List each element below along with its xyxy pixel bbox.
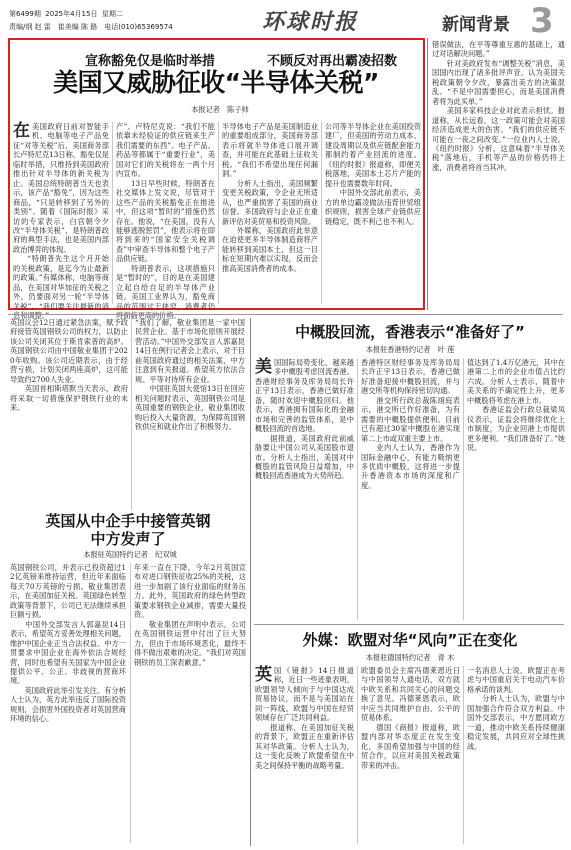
newspaper-logo: 环球时报 — [262, 10, 359, 35]
column-divider — [131, 318, 132, 510]
column-divider — [321, 122, 322, 304]
issue-weekday: 星期二 — [101, 10, 123, 18]
section-divider — [8, 314, 563, 315]
hk-drop-cap: 美 — [255, 357, 272, 377]
feature-col1-text: 美国政府日前对智能手机、电脑等电子产品免征“对等关税”后，美国商务部长卢特尼克13日称，豁免仅是临时举措，只维持到美国政府推出针对半导体的新关税为止。美国总统特朗普当天也表示，该产品“豁免”，因为这些商品，“只是转移到了另外的类别”。随着《国际时报》采访的专家表示，白宫朝令夕改“半导体关税”，是特朗普政府的典型手法，也是美国内部政治博弈的体现。 — [13, 122, 109, 254]
column-divider — [218, 122, 219, 304]
right-column-text: 错误做法，在平等尊重互惠的基础上，通过对话解决问题。” 针对美政府发布“调整关税”消息，美国国内出现了诸多批评声音，认为美国关税政策朝令夕改，暴露出美方的决策混乱。“不是中国需要担心，而是美国消费者将为此买单。” 美国多家科技企业对此表示担忧。报道称，从长远看，这一政策可能会对美国经济造成更大的伤害。“我们的供应链不可能在一夜之间改变。”一位业内人士说。《纽约时报》分析，这意味着“半导体关税”落地后，手机等产品的价格仍将上涨，消费者将首当其冲。 — [432, 40, 565, 172]
uk-steel-column-1: 英国钢铁公司，并表示已投资超过12亿英镑来维持运营，但近年来面临每天70万英镑的亏损。敬业集团表示，在美国加征关税、英国绿色转型政策等背景下，公司已无法继续承担巨额亏损。 中国外交部发言人郭嘉昆14日表示，希望英方妥善处理相关问题，维护中国企业正当合法权益。中方一贯要求中国企业在海外依法合规经营，同时也希望有关国家为中国企业提供公平、公正、非歧视的营商环境。 英国政府此举引发关注。有分析人士认为，英方此举违反了国际投资规则，会损害外国投资者对英国营商环境的信心。 — [10, 563, 126, 724]
feature-col1b-text: “特朗普先生这个月开始的关税政策，是迄今为止最新的政策。”有媒体称，电脑等商品，在美国对华加征的关税之外，仍要面对另一轮“半导体关税”。“我们要关注最新的消息和调整。” — [13, 254, 109, 321]
hk-byline: 本报驻香港特约记者 叶 莲 — [365, 345, 455, 354]
section-divider — [254, 624, 564, 625]
eu-drop-cap: 英 — [255, 665, 272, 685]
column-divider — [357, 666, 358, 844]
uk-steel-intro — [10, 318, 128, 510]
section-name: 新闻背景 — [442, 15, 510, 35]
feature-column-4: 公司等半导体企业在美国投资建厂，但美国的劳动力成本、建设周期以及供应链配套能力都制约着产业回流的进度。《纽约时报》报道称，即便关税落地，美国本土芯片产能的提升也需要数年时间。 中国外交部此前表示，美方的单边霸凌做法违背世贸组织规则，损害全球产业链供应链稳定，既不利己也不利人。 — [325, 122, 421, 226]
column-divider — [357, 358, 358, 620]
hk-column-1 — [255, 358, 354, 620]
issue-number: 第6499期 — [9, 10, 41, 18]
column-divider — [130, 563, 131, 843]
feature-kicker-right: 不顾反对再出霸凌招数 — [266, 54, 397, 69]
page-number: 3 — [530, 1, 554, 41]
uk-steel-column-2: 年来一直在下降，今年2月英国宣布对进口钢铁征收25%的关税，这进一步加剧了该行业面临的财务压力。此外，英国政府的绿色转型政策要求钢铁企业减排，需要大量投资。 敬业集团在声明中表示，公司在英国钢铁运营中付出了巨大努力，但由于市场环境恶化，最终不得不做出艰难的决定。“我们对英国钢铁的员工深表歉意。” — [134, 563, 246, 667]
uk-steel-intro-text: 英国议会12日通过紧急法案，赋予政府接管英国钢铁公司的权力，以防止该公司关闭其位于斯肯索普的高炉。英国钢铁公司由中国敬业集团于2020年收购。该公司近期表示，由于经营亏损，计划关闭两座高炉，这可能导致约2700人失业。 英国首相斯塔默当天表示，政府将采取一切措施保护钢铁行业的未来。 — [10, 318, 128, 413]
masthead — [0, 0, 571, 41]
feature-headline: 美国又威胁征收“半导体关税” — [53, 68, 379, 97]
feature-column-1 — [13, 121, 109, 321]
eu-headline: 外媒：欧盟对华“风向”正在变化 — [302, 631, 518, 649]
editors-line: 责编/纲 赵 雷 崔美编 陈 路 电话(010)65369574 — [9, 23, 173, 31]
uk-steel-byline: 本报驻英国特约记者 纪双城 — [83, 550, 177, 559]
section-vertical-divider — [250, 318, 251, 846]
feature-column-2: 产”。卢特尼克说：“我们不能依靠未经验证的供应链来生产我们需要的东西”。电子产品、药品等都属于“重要行业”，美国对它们的关税将在一两个月内宣布。 13日早些时候，特朗普在社交媒体上发文说，尽管对于这些产品的关税豁免正在推进中，但这项“暂时的”措施仍然存在。他说，“在美国，没有人能够逃脱惩罚”，他表示将在即将到来的“国家安全关税调查”中审查半导体和整个电子产品供应链。 特朗普表示，这项措施只是“暂时的”，目的是在美国建立起自给自足的半导体产业链。美国工业界认为，豁免商品的范围过于狭窄，消费者仍将面临更高的价格。 — [116, 122, 215, 321]
hk-column-2: 香港特区财经事务及库务局局长许正宇13日表示，香港已做好准备迎接中概股回流，并与港交所等机构保持密切沟通。 港交所行政总裁陈翊庭表示，港交所已作好准备，为有需要的中概股提供便利。目前已有超过30家中概股在港实现第二上市或双重主要上市。 业内人士认为，香港作为国际金融中心，有能力吸纳更多优质中概股，这将进一步提升香港资本市场的深度和广度。 — [361, 358, 460, 490]
column-divider — [112, 122, 113, 304]
eu-column-2: 欧盟委员会主席冯德莱恩近日与中国领导人通电话，双方就中欧关系和共同关心的问题交换了意见。冯德莱恩表示，欧中应当共同维护自由、公平的贸易体系。 德国《商报》报道称，欧盟内部对华态度正在发生变化，多国希望加强与中国的经贸合作，以应对美国关税政策带来的冲击。 — [361, 666, 460, 770]
hk-col1-text: 国国际局势变化，越来越多中概股考虑回流香港。香港财经事务及库务局局长许正宇13日表示，香港已做好准备，随时欢迎中概股回归。他表示，香港拥有国际化的金融市场和完善的监管体系，是中概股回流的首选地。 据报道，美国政府此前威胁要让中国公司从美国股市退市。分析人士指出，美国对中概股的监管风险日益增加，中概股回流香港成为大势所趋。 — [255, 358, 354, 481]
column-divider — [463, 358, 464, 620]
hk-headline: 中概股回流，香港表示“准备好了” — [295, 323, 525, 341]
eu-column-3: 一名消息人士说，欧盟正在考虑与中国重启关于电动汽车价格承诺的谈判。 分析人士认为，欧盟与中国加强合作符合双方利益。中国外交部表示，中方愿同欧方一道，推动中欧关系持续健康稳定发展，共同应对全球性挑战。 — [467, 666, 565, 751]
uk-steel-mid: “我们了解，敬业集团是一家中国民营企业。基于市场化原则开展经营活动。”中国外交部发言人郭嘉昆14日在例行记者会上表示，对于目前英国政府通过的相关法案，中方注意到有关报道。希望英方依法合规、平等对待所有企业。 中国驻英国大使馆13日在回应相关问题时表示，英国钢铁公司是英国重要的钢铁企业，敬业集团收购后投入大量资源，为保障英国钢铁供应和就业作出了积极努力。 — [135, 318, 245, 431]
feature-column-3: 半导体电子产品是美国制造业的重要组成部分，美国商务部表示将就半导体进口展开调查，并可能在此基础上征收关税。“我们不希望出现任何漏洞。” 分析人士指出，美国频繁变更关税政策，令企业无所适从，也严重损害了美国的商业信誉。多国政府与企业正在重新评估对美贸易和投资风险。 外媒称，美国政府此举意在迫使更多半导体制造商将产能转移到美国本土，但这一目标在短期内难以实现，反而会推高美国消费者的成本。 — [222, 122, 318, 273]
uk-steel-headline: 英国从中企手中接管英钢 中方发声了 — [45, 512, 211, 548]
eu-col1-text: 国《镜报》14日报道称，近日一些迹象表明，欧盟领导人倾向于与中国达成贸易协议，而不是与美国站在同一阵线。欧盟与中国在经贸领域存在广泛共同利益。 报道称，在美国加征关税的背景下，欧盟正在重新评估其对华政策。分析人士认为，这一变化反映了欧盟希望在中美之间保持平衡的战略考量。 — [255, 666, 354, 770]
right-column-divider — [427, 38, 428, 310]
eu-column-1 — [255, 666, 354, 844]
issue-info — [9, 9, 123, 19]
feature-drop-cap: 在 — [13, 121, 30, 141]
feature-kicker-left: 宣称豁免仅是临时举措 — [84, 54, 215, 69]
column-divider — [463, 666, 464, 844]
eu-byline: 本报驻德国特约记者 青 木 — [365, 653, 455, 662]
issue-date: 2025年4月15日 — [45, 10, 98, 18]
hk-column-3: 值达到了1.4万亿港元，其中在港第二上市的企业市值占比约六成。分析人士表示，随着中美关系的不确定性上升，更多中概股将考虑在港上市。 香港证监会行政总裁梁凤仪表示，证监会将继续优化上市制度，为企业回港上市提供更多便利。“我们准备好了。”她说。 — [467, 358, 565, 453]
feature-byline: 本报记者 陈子帅 — [191, 105, 249, 114]
